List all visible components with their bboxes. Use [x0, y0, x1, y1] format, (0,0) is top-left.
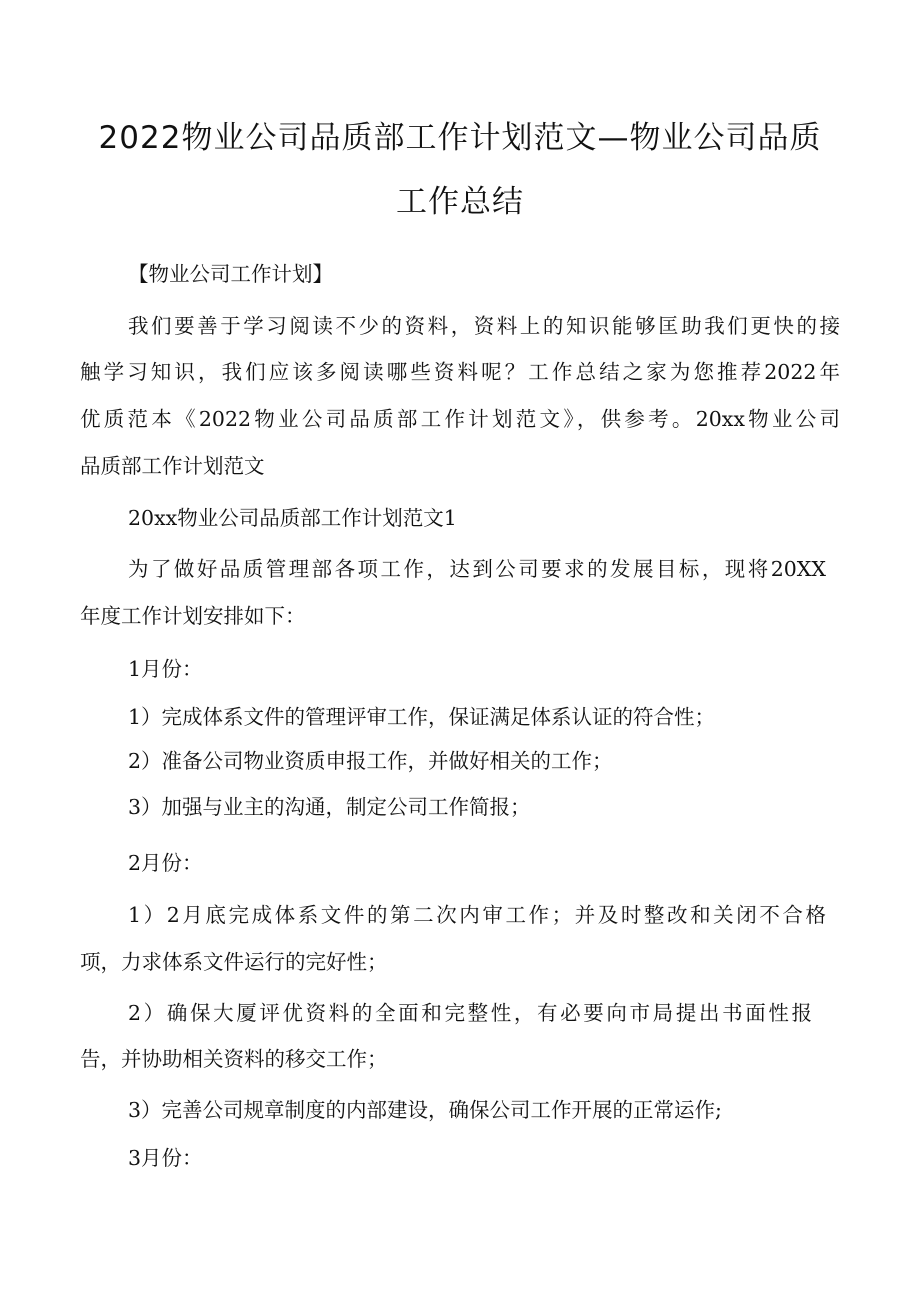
intro-paragraph-line-4: 品质部工作计划范文	[80, 454, 265, 478]
list-item: 3）完善公司规章制度的内部建设，确保公司工作开展的正常运作;	[128, 1098, 722, 1122]
list-item: 1）完成体系文件的管理评审工作，保证满足体系认证的符合性；	[128, 705, 716, 729]
list-item: 1）2月底完成体系文件的第二次内审工作；并及时整改和关闭不合格	[128, 903, 826, 927]
month-label: 1月份：	[128, 657, 203, 681]
plan-intro-line-1: 为了做好品质管理部各项工作，达到公司要求的发展目标，现将20XX	[128, 557, 826, 581]
list-item-continuation: 项，力求体系文件运行的完好性；	[80, 950, 388, 974]
plan-intro-line-2: 年度工作计划安排如下：	[80, 604, 306, 628]
sub-heading: 20xx物业公司品质部工作计划范文1	[128, 506, 457, 530]
intro-paragraph-line-3: 优质范本《2022物业公司品质部工作计划范文》，供参考。20xx物业公司	[80, 407, 840, 431]
list-item: 3）加强与业主的沟通，制定公司工作简报；	[128, 795, 531, 819]
document-title-line-2: 工作总结	[396, 184, 524, 220]
list-item: 2）准备公司物业资质申报工作，并做好相关的工作；	[128, 749, 613, 773]
document-title-line-1: 2022物业公司品质部工作计划范文—物业公司品质	[98, 120, 822, 156]
list-item: 2）确保大厦评优资料的全面和完整性，有必要向市局提出书面性报	[128, 1001, 812, 1025]
intro-paragraph-line-2: 触学习知识，我们应该多阅读哪些资料呢？工作总结之家为您推荐2022年	[80, 360, 840, 384]
list-item-continuation: 告，并协助相关资料的移交工作；	[80, 1047, 388, 1071]
month-label: 2月份：	[128, 851, 203, 875]
section-heading: 【物业公司工作计划】	[128, 262, 333, 286]
month-label: 3月份：	[128, 1146, 203, 1170]
intro-paragraph-line-1: 我们要善于学习阅读不少的资料，资料上的知识能够匡助我们更快的接	[128, 314, 840, 338]
